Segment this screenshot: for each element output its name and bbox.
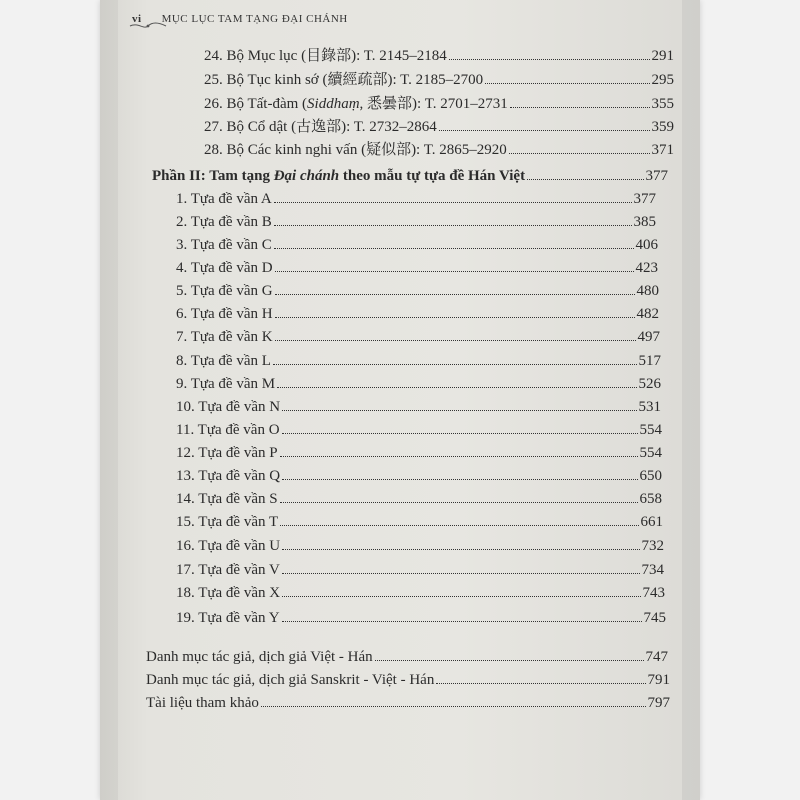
toc-entry-label: 9. Tựa đề vần M	[176, 376, 276, 392]
toc-entry-page: 747	[645, 649, 668, 665]
toc-entry-label: 12. Tựa đề vần P	[176, 445, 278, 461]
toc-entry-page: 359	[651, 119, 674, 135]
toc-entry-page: 743	[642, 585, 665, 601]
toc-entry-page: 797	[647, 695, 670, 711]
toc-entry-page: 377	[633, 191, 656, 207]
toc-entry-page: 497	[637, 329, 660, 345]
toc-entry-label: 16. Tựa đề vần U	[176, 538, 281, 554]
toc-entry-label: 6. Tựa đề vần H	[176, 306, 273, 322]
toc-entry-label: 18. Tựa đề vần X	[176, 585, 281, 601]
toc-entry-label: 4. Tựa đề vần D	[176, 260, 273, 276]
toc-entry-page: 406	[635, 237, 658, 253]
page-bleed-through	[100, 0, 700, 800]
toc-entry-label: 24. Bộ Mục lục (目錄部): T. 2145–2184	[204, 48, 447, 64]
toc-entry-page: 650	[639, 468, 662, 484]
running-title: MỤC LỤC TAM TẠNG ĐẠI CHÁNH	[161, 13, 348, 25]
toc-entry-label: 14. Tựa đề vần S	[176, 491, 278, 507]
toc-entry-page: 482	[636, 306, 659, 322]
toc-entry-page: 531	[638, 399, 661, 415]
toc-entry-label: 15. Tựa đề vần T	[176, 514, 279, 530]
toc-entry-label: 28. Bộ Các kinh nghi vấn (疑似部): T. 2865–2920	[204, 142, 507, 158]
toc-entry-page: 355	[651, 96, 674, 112]
toc-entry-page: 517	[638, 353, 661, 369]
toc-entry-label: Danh mục tác giả, dịch giả Việt - Hán	[146, 649, 373, 665]
toc-entry-label: 1. Tựa đề vần A	[176, 191, 272, 207]
toc-entry-label: 19. Tựa đề vần Y	[176, 610, 280, 626]
toc-entry-label: Tài liệu tham khảo	[146, 695, 259, 711]
toc-entry-label: 27. Bộ Cổ dật (古逸部): T. 2732–2864	[204, 119, 437, 135]
toc-entry-label: 8. Tựa đề vần L	[176, 353, 271, 369]
toc-entry-page: 526	[638, 376, 661, 392]
toc-entry-label: 7. Tựa đề vần K	[176, 329, 273, 345]
toc-entry-page: 291	[651, 48, 674, 64]
toc-entry-page: 554	[639, 445, 662, 461]
toc-entry-page: 377	[645, 168, 668, 184]
toc-entry-page: 661	[640, 514, 663, 530]
toc-entry-label: 10. Tựa đề vần N	[176, 399, 281, 415]
toc-entry-label: 13. Tựa đề vần Q	[176, 468, 281, 484]
toc-part-label: Phần II: Tam tạng Đại chánh theo mẫu tự tựa đề Hán Việt	[152, 168, 526, 184]
toc-entry-page: 480	[636, 283, 659, 299]
toc-entry-label: 25. Bộ Tục kinh sớ (續經疏部): T. 2185–2700	[204, 72, 484, 88]
toc-entry-page: 385	[633, 214, 656, 230]
toc-entry-page: 658	[639, 491, 662, 507]
toc-entry-page: 791	[647, 672, 670, 688]
toc-entry-page: 371	[651, 142, 674, 158]
toc-entry-label: 2. Tựa đề vần B	[176, 214, 272, 230]
toc-entry-page: 554	[639, 422, 662, 438]
toc-entry-page: 745	[643, 610, 666, 626]
toc-entry-label: 5. Tựa đề vần G	[176, 283, 273, 299]
toc-entry-label: 3. Tựa đề vần C	[176, 237, 272, 253]
toc-entry-page: 734	[641, 562, 664, 578]
toc-entry-label: Danh mục tác giả, dịch giả Sanskrit - Việt - Hán	[146, 672, 435, 688]
toc-entry-page: 423	[635, 260, 658, 276]
toc-entry-label: 26. Bộ Tất-đàm (Siddhaṃ, 悉曇部): T. 2701–2731	[204, 96, 508, 112]
toc-entry-page: 732	[641, 538, 664, 554]
toc-entry-label: 11. Tựa đề vần O	[176, 422, 280, 438]
book-page	[100, 0, 700, 800]
toc-entry-label: 17. Tựa đề vần V	[176, 562, 280, 578]
toc-entry-page: 295	[651, 72, 674, 88]
page-number: vi	[132, 13, 142, 25]
